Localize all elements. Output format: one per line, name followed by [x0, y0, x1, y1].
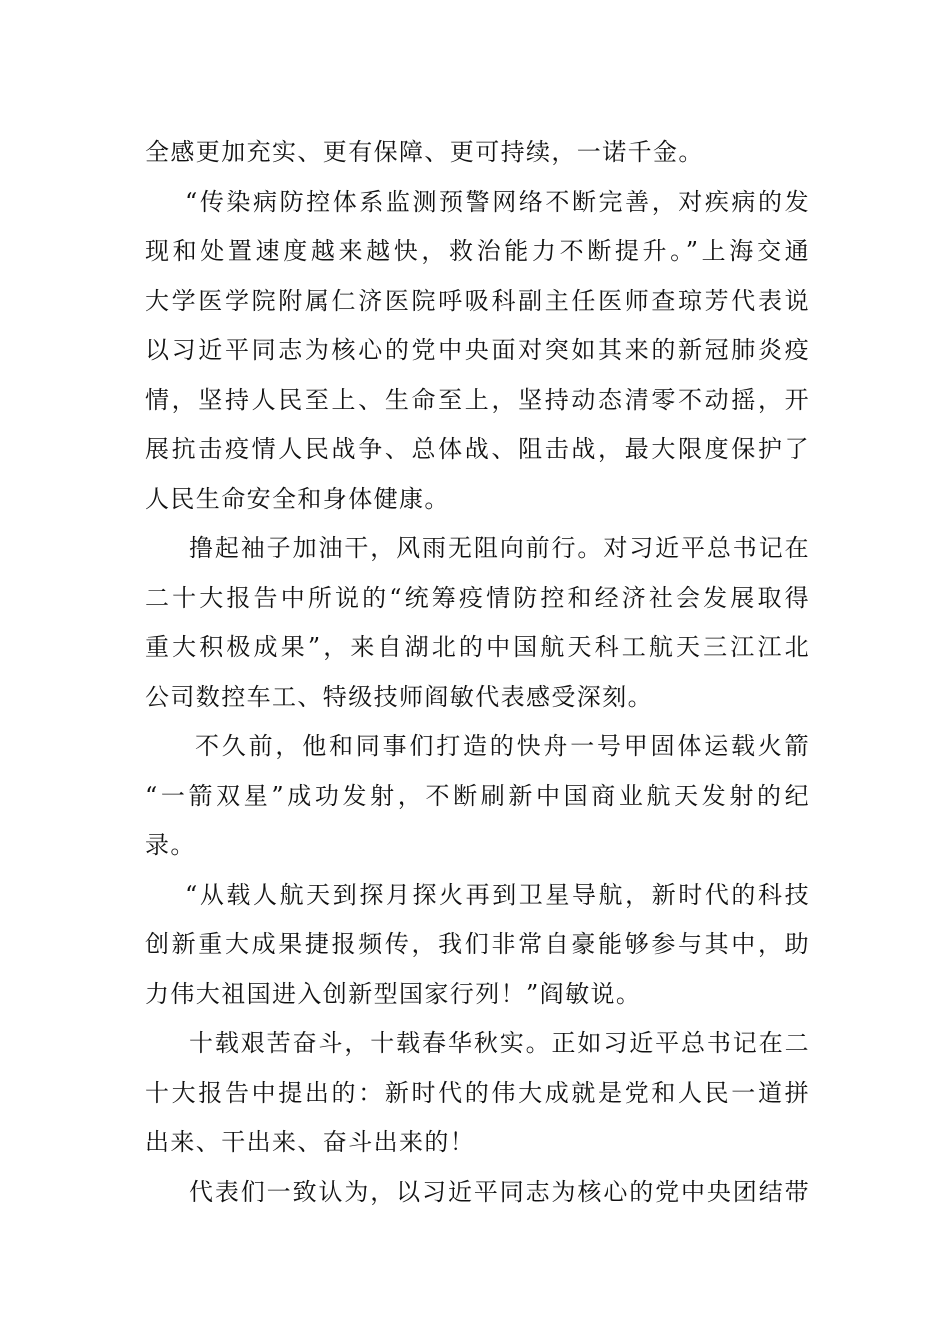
text-line: 创新重大成果捷报频传，我们非常自豪能够参与其中，助: [145, 930, 810, 958]
text-line: 代表们一致认为，以习近平同志为核心的党中央团结带: [189, 1177, 810, 1206]
text-line: 十大报告中提出的：新时代的伟大成就是党和人民一道拼: [145, 1078, 810, 1107]
text-line: 情，坚持人民至上、生命至上，坚持动态清零不动摇，开: [145, 385, 810, 414]
document-body: [145, 128, 810, 1217]
text-line: 公司数控车工、特级技师阎敏代表感受深刻。: [145, 682, 653, 711]
text-line: 撸起袖子加油干，风雨无阻向前行。对习近平总书记在: [189, 534, 810, 562]
text-line: “一箭双星”成功发射，不断刷新中国商业航天发射的纪: [145, 781, 810, 810]
text-line: 人民生命安全和身体健康。: [145, 484, 450, 513]
text-line: 现和处置速度越来越快，救治能力不断提升。”上海交通: [145, 237, 810, 265]
text-line: 力伟大祖国进入创新型国家行列！”阎敏说。: [145, 979, 642, 1008]
text-line: 十载艰苦奋斗，十载春华秋实。正如习近平总书记在二: [189, 1029, 810, 1057]
text-line: 重大积极成果”，来自湖北的中国航天科工航天三江江北: [145, 633, 810, 661]
text-line: 全感更加充实、更有保障、更可持续，一诺千金。: [145, 138, 704, 166]
text-line: “从载人航天到探月探火再到卫星导航，新时代的科技: [185, 880, 810, 909]
text-line: 二十大报告中所说的“统筹疫情防控和经济社会发展取得: [145, 583, 810, 612]
text-line: 录。: [145, 831, 196, 859]
text-line: 展抗击疫情人民战争、总体战、阻击战，最大限度保护了: [145, 435, 810, 463]
text-line: 出来、干出来、奋斗出来的！: [145, 1128, 476, 1156]
text-line: “传染病防控体系监测预警网络不断完善，对疾病的发: [185, 187, 810, 216]
text-line: 以习近平同志为核心的党中央面对突如其来的新冠肺炎疫: [145, 336, 810, 364]
text-line: 大学医学院附属仁济医院呼吸科副主任医师查琼芳代表说: [145, 286, 810, 315]
text-line: 不久前，他和同事们打造的快舟一号甲固体运载火箭: [195, 732, 810, 760]
